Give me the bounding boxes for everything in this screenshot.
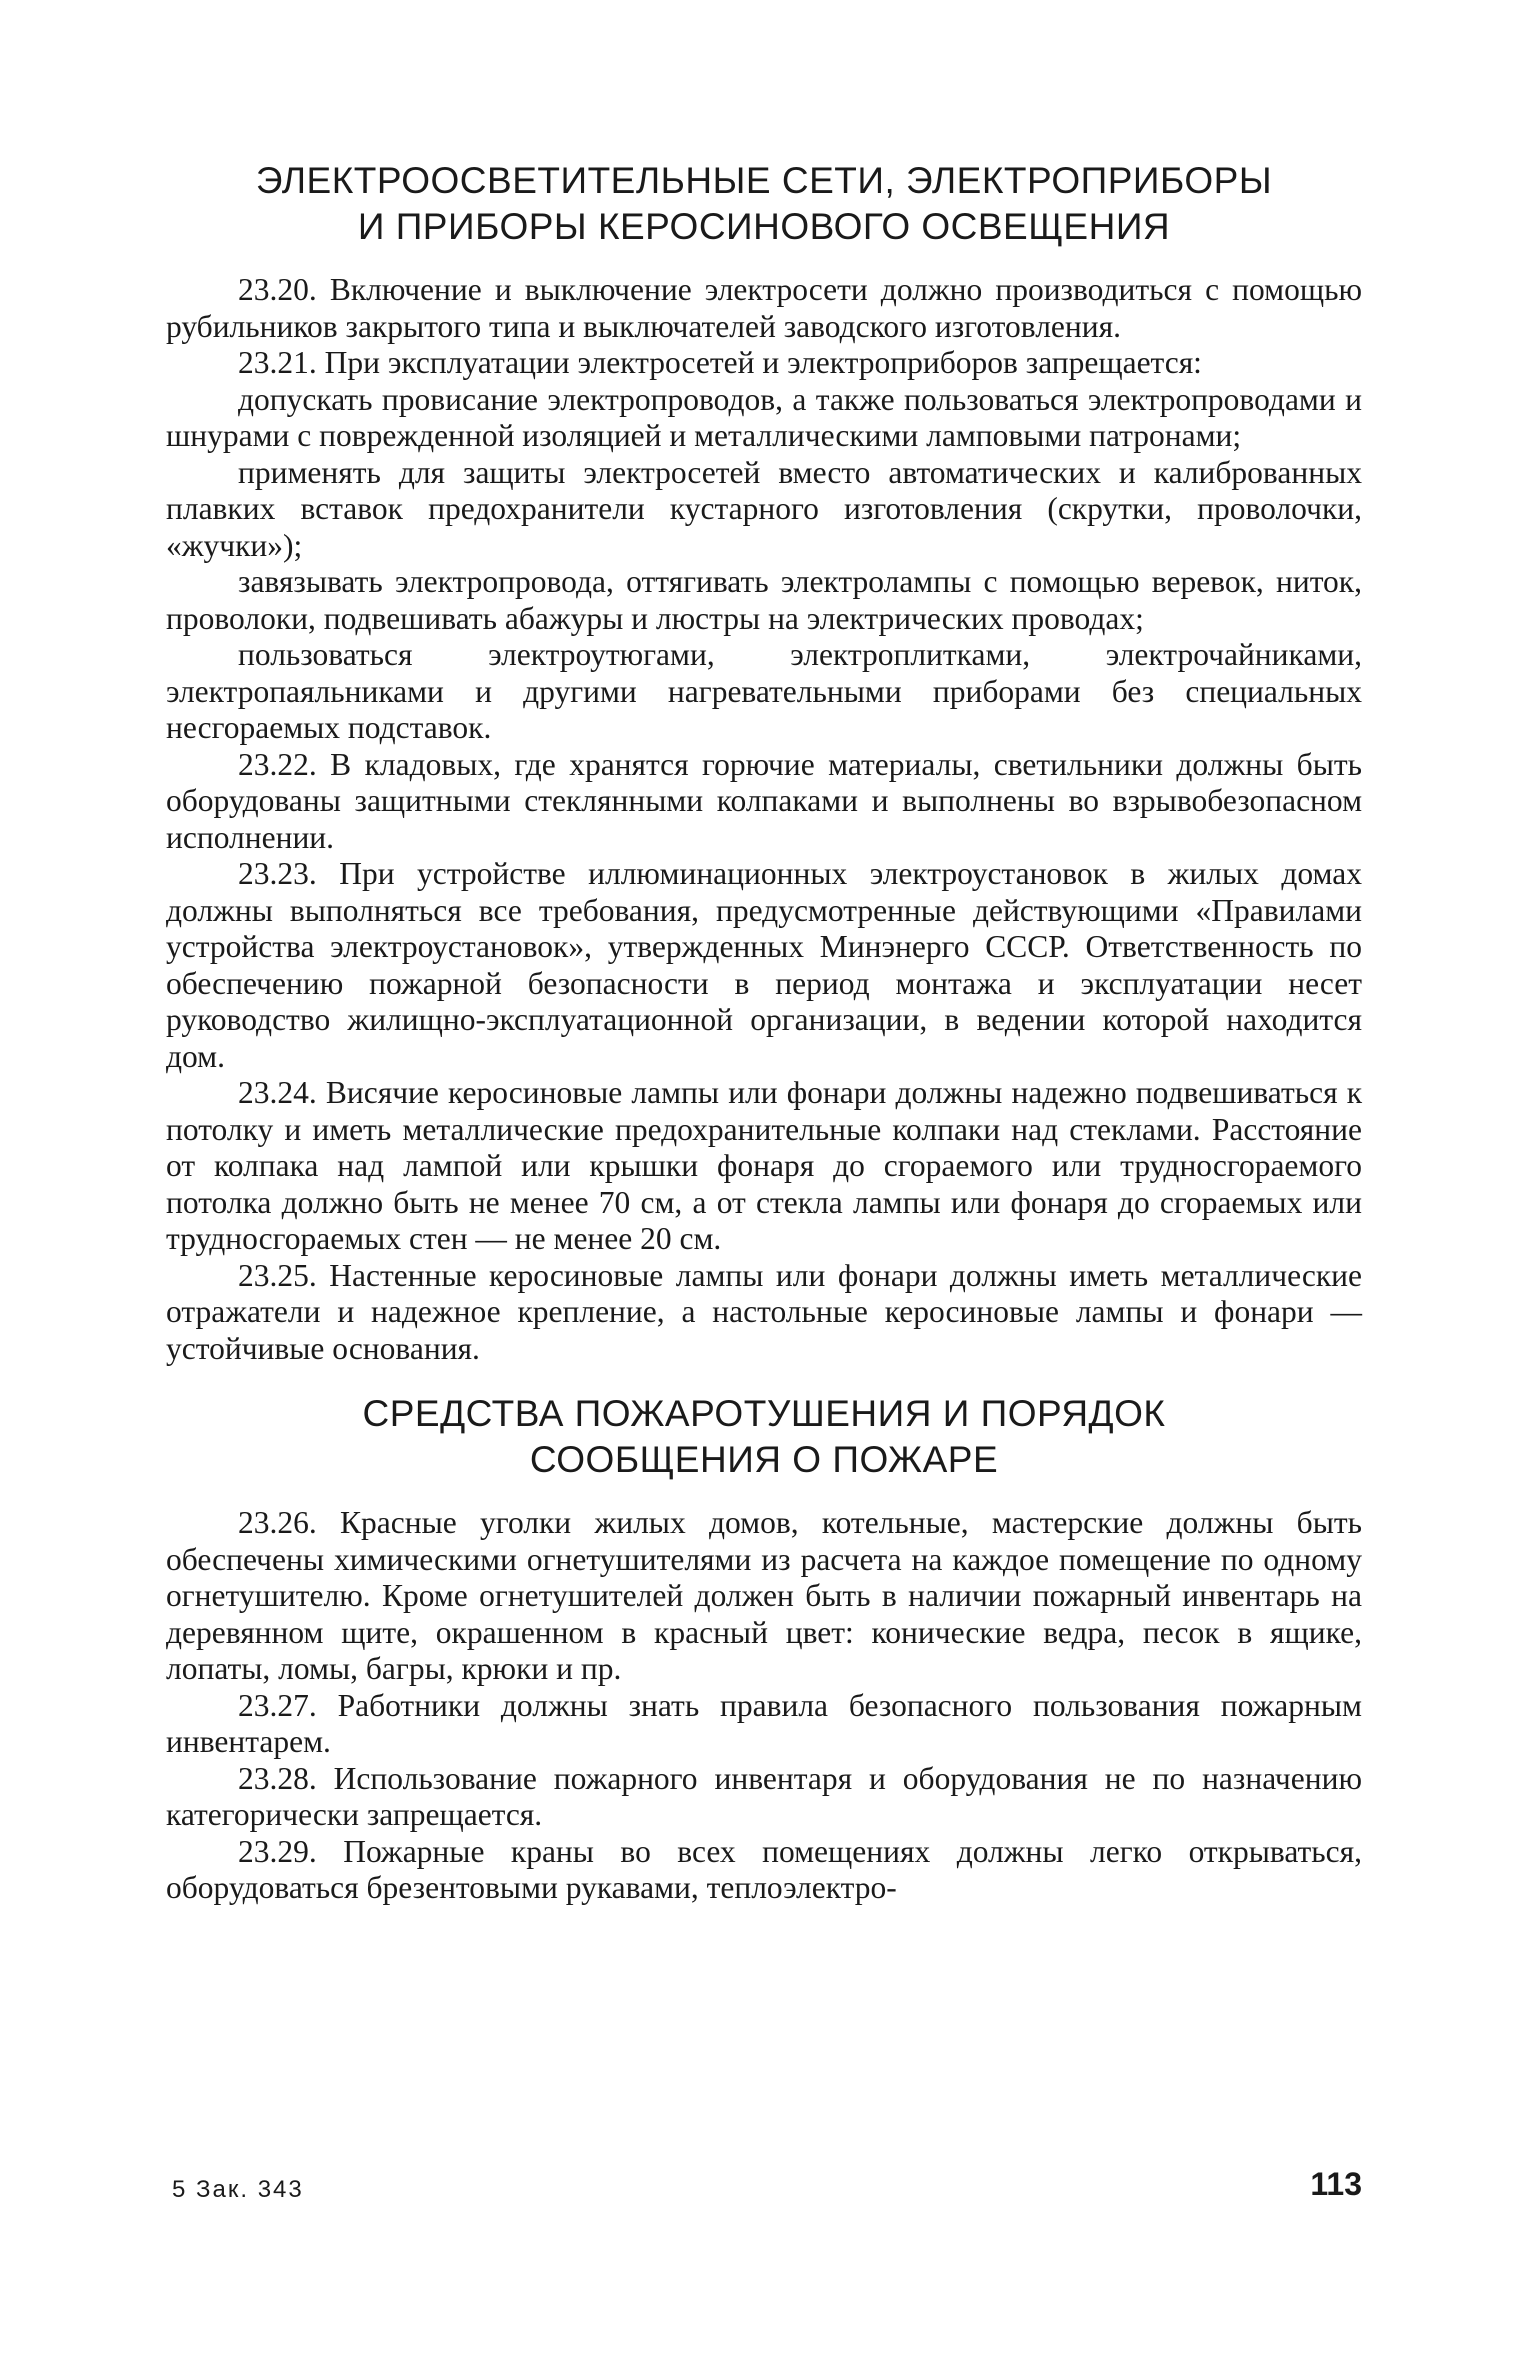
section-body-firefighting: [166, 1505, 1362, 1907]
heading-line: СООБЩЕНИЯ О ПОЖАРЕ: [529, 1439, 999, 1480]
paragraph: 23.20. Включение и выключение электросети должно производиться с помощью рубильников закрытого типа и выключателей заводского изготовления.: [166, 272, 1362, 344]
paragraph: завязывать электропровода, оттягивать электролампы с помощью веревок, ниток, проволоки, подвешивать абажуры и люстры на электрических проводах;: [166, 564, 1362, 636]
heading-line: СРЕДСТВА ПОЖАРОТУШЕНИЯ И ПОРЯДОК: [362, 1393, 1166, 1434]
heading-line: ЭЛЕКТРООСВЕТИТЕЛЬНЫЕ СЕТИ, ЭЛЕКТРОПРИБОРЫ: [255, 160, 1273, 201]
page-number: 113: [1310, 2166, 1362, 2202]
section-body-lighting: [166, 272, 1362, 1367]
paragraph: 23.21. При эксплуатации электросетей и электроприборов запрещается:: [238, 345, 1202, 380]
section-heading-lighting: [166, 158, 1362, 250]
paragraph: 23.24. Висячие керосиновые лампы или фонари должны надежно подвешиваться к потолку и иметь металлические предохранительные колпаки над стеклами. Расстояние от колпака над лампой или крышки фонаря до сгораемого или трудносгораемого потолка должно быть не менее 70 см, а от стекла лампы или фонаря до сгораемых или трудносгораемых стен — не менее 20 см.: [166, 1075, 1362, 1256]
printer-signature: 5 Зак. 343: [172, 2176, 304, 2203]
heading-line: И ПРИБОРЫ КЕРОСИНОВОГО ОСВЕЩЕНИЯ: [357, 206, 1171, 247]
paragraph: 23.23. При устройстве иллюминационных электроустановок в жилых домах должны выполняться все требования, предусмотренные действующими «Правилами устройства электроустановок», утвержденных Минэнерго СССР. Ответственность по обеспечению пожарной безопасности в период монтажа и эксплуатации несет руководство жилищно-эксплуатационной организации, в ведении которой находится дом.: [166, 856, 1362, 1074]
section-heading-firefighting: [166, 1391, 1362, 1483]
paragraph: допускать провисание электропроводов, а также пользоваться электропроводами и шнурами с поврежденной изоляцией и металлическими ламповыми патронами;: [166, 381, 1362, 453]
paragraph: 23.29. Пожарные краны во всех помещениях должны легко открываться, оборудоваться брезентовыми рукавами, теплоэлектро-: [166, 1833, 1362, 1905]
paragraph: пользоваться электроутюгами, электроплитками, электрочайниками, электропаяльниками и другими нагревательными приборами без специальных несгораемых подставок.: [166, 637, 1362, 745]
paragraph: применять для защиты электросетей вместо автоматических и калиброванных плавких вставок предохранители кустарного изготовления (скрутки, проволочки, «жучки»);: [166, 454, 1362, 563]
paragraph: 23.25. Настенные керосиновые лампы или фонари должны иметь металлические отражатели и надежное крепление, а настольные керосиновые лампы и фонари — устойчивые основания.: [166, 1257, 1362, 1366]
paragraph: 23.27. Работники должны знать правила безопасного пользования пожарным инвентарем.: [166, 1687, 1362, 1759]
document-page: [166, 150, 1362, 1907]
paragraph: 23.22. В кладовых, где хранятся горючие материалы, светильники должны быть оборудованы защитными стеклянными колпаками и выполнены во взрывобезопасном исполнении.: [166, 746, 1362, 855]
paragraph: 23.28. Использование пожарного инвентаря и оборудования не по назначению категорически запрещается.: [166, 1760, 1362, 1832]
paragraph: 23.26. Красные уголки жилых домов, котельные, мастерские должны быть обеспечены химическими огнетушителями из расчета на каждое помещение по одному огнетушителю. Кроме огнетушителей должен быть в наличии пожарный инвентарь на деревянном щите, окрашенном в красный цвет: конические ведра, песок в ящике, лопаты, ломы, багры, крюки и пр.: [166, 1505, 1362, 1686]
